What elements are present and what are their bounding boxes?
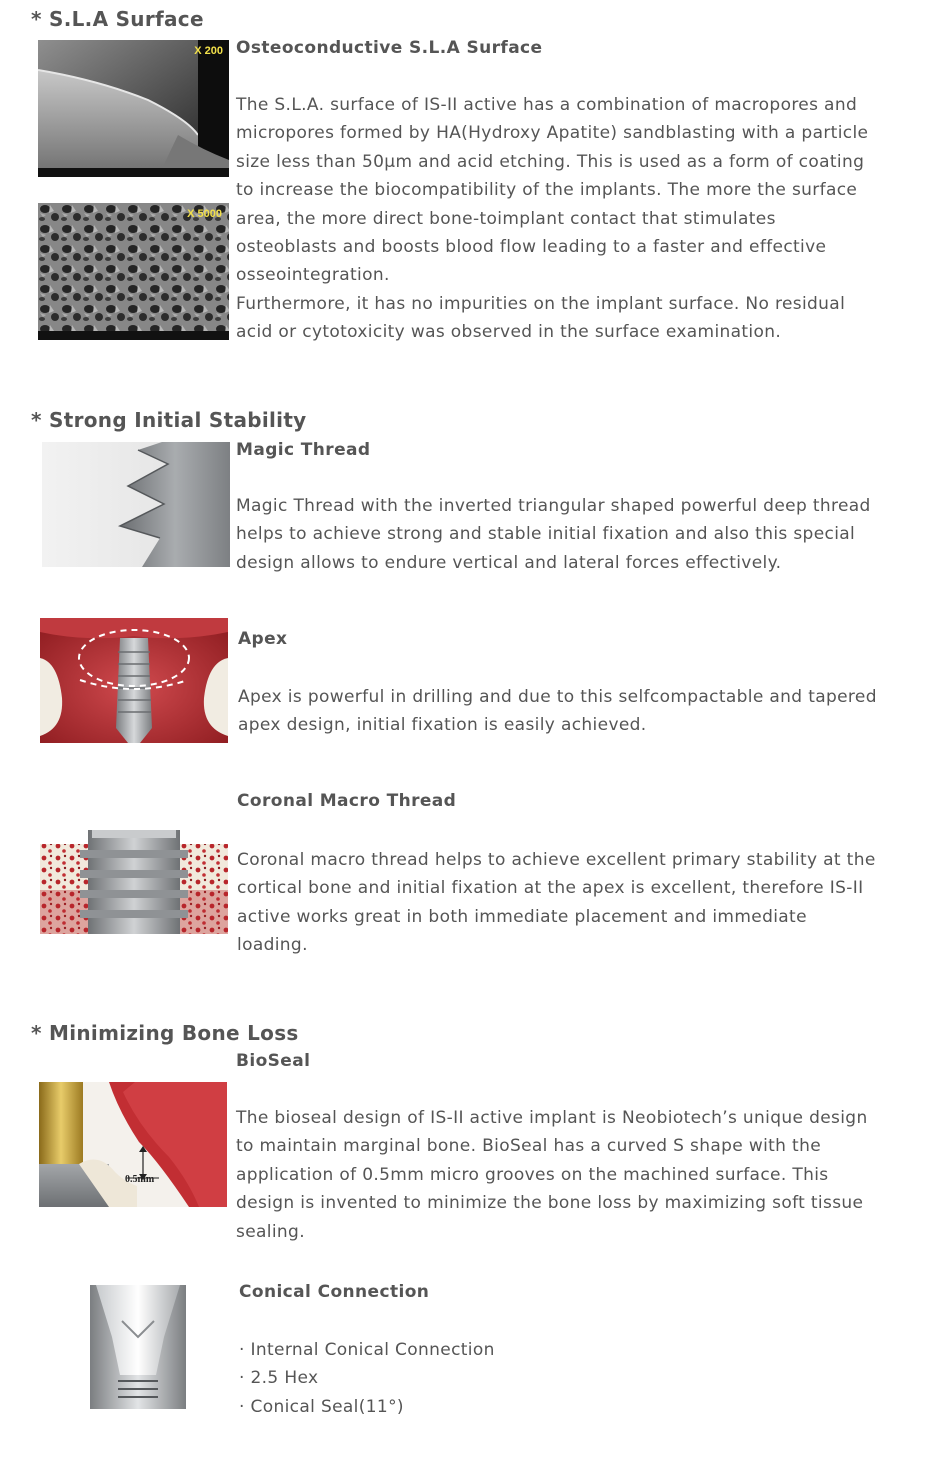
text-line: application of 0.5mm micro grooves on the machined surface. This	[236, 1164, 829, 1185]
text-line: osseointegration.	[236, 265, 390, 286]
list-item: · Internal Conical Connection	[239, 1340, 495, 1360]
apex-description	[238, 683, 877, 740]
magnification-label: X 5000	[187, 208, 222, 220]
measurement-label: 0.5mm	[125, 1174, 155, 1185]
text-line: Furthermore, it has no impurities on the implant surface. No residual	[236, 293, 846, 314]
section-heading-sla: * S.L.A Surface	[31, 7, 204, 31]
apex-image	[40, 618, 228, 743]
coronal-macro-thread-description	[237, 846, 876, 960]
block-title-magic-thread: Magic Thread	[236, 440, 371, 460]
text-line: cortical bone and initial fixation at the apex is excellent, therefore IS-II	[237, 878, 864, 899]
coronal-macro-thread-image	[40, 830, 228, 934]
bioseal-description	[236, 1104, 868, 1246]
text-line: area, the more direct bone-toimplant contact that stimulates	[236, 208, 776, 229]
text-line: helps to achieve strong and stable initial fixation and also this special	[236, 524, 856, 545]
conical-connection-features	[239, 1336, 495, 1421]
section-heading-stability: * Strong Initial Stability	[31, 408, 307, 432]
text-line: design is invented to minimize the bone loss by maximizing soft tissue	[236, 1193, 864, 1214]
block-title-bioseal: BioSeal	[236, 1051, 311, 1071]
text-line: design allows to endure vertical and lateral forces effectively.	[236, 552, 782, 573]
sem-surface-x200-image	[38, 40, 229, 177]
magnification-label: X 200	[194, 45, 223, 57]
text-line: The S.L.A. surface of IS-II active has a combination of macropores and	[236, 95, 858, 115]
section-heading-bone-loss: * Minimizing Bone Loss	[31, 1021, 299, 1045]
block-title-coronal-macro-thread: Coronal Macro Thread	[237, 791, 457, 811]
text-line: size less than 50μm and acid etching. This is used as a form of coating	[236, 151, 865, 172]
magic-thread-image	[42, 442, 230, 567]
block-title-apex: Apex	[238, 629, 288, 649]
bioseal-image	[39, 1082, 227, 1207]
text-line: micropores formed by HA(Hydroxy Apatite) sandblasting with a particle	[236, 123, 869, 144]
text-line: active works great in both immediate placement and immediate	[237, 906, 807, 927]
list-item: · Conical Seal(11°)	[239, 1396, 404, 1417]
text-line: loading.	[237, 935, 308, 956]
text-line: osteoblasts and boosts blood flow leading to a faster and effective	[236, 237, 827, 258]
conical-connection-image	[82, 1285, 194, 1409]
text-line: Magic Thread with the inverted triangular shaped powerful deep thread	[236, 496, 871, 516]
text-line: apex design, initial fixation is easily achieved.	[238, 715, 647, 736]
text-line: The bioseal design of IS-II active implant is Neobiotech’s unique design	[236, 1108, 868, 1128]
text-line: Coronal macro thread helps to achieve excellent primary stability at the	[237, 850, 876, 870]
text-line: to maintain marginal bone. BioSeal has a curved S shape with the	[236, 1136, 822, 1157]
magic-thread-description	[236, 492, 871, 577]
block-title-conical-connection: Conical Connection	[239, 1282, 430, 1302]
text-line: sealing.	[236, 1221, 305, 1242]
text-line: to increase the biocompatibility of the implants. The more the surface	[236, 180, 858, 201]
block-title-sla: Osteoconductive S.L.A Surface	[236, 38, 543, 58]
sla-description	[236, 91, 868, 347]
sem-surface-x5000-image	[38, 203, 229, 340]
list-item: · 2.5 Hex	[239, 1368, 319, 1389]
text-line: acid or cytotoxicity was observed in the surface examination.	[236, 322, 782, 343]
text-line: Apex is powerful in drilling and due to this selfcompactable and tapered	[238, 687, 877, 707]
